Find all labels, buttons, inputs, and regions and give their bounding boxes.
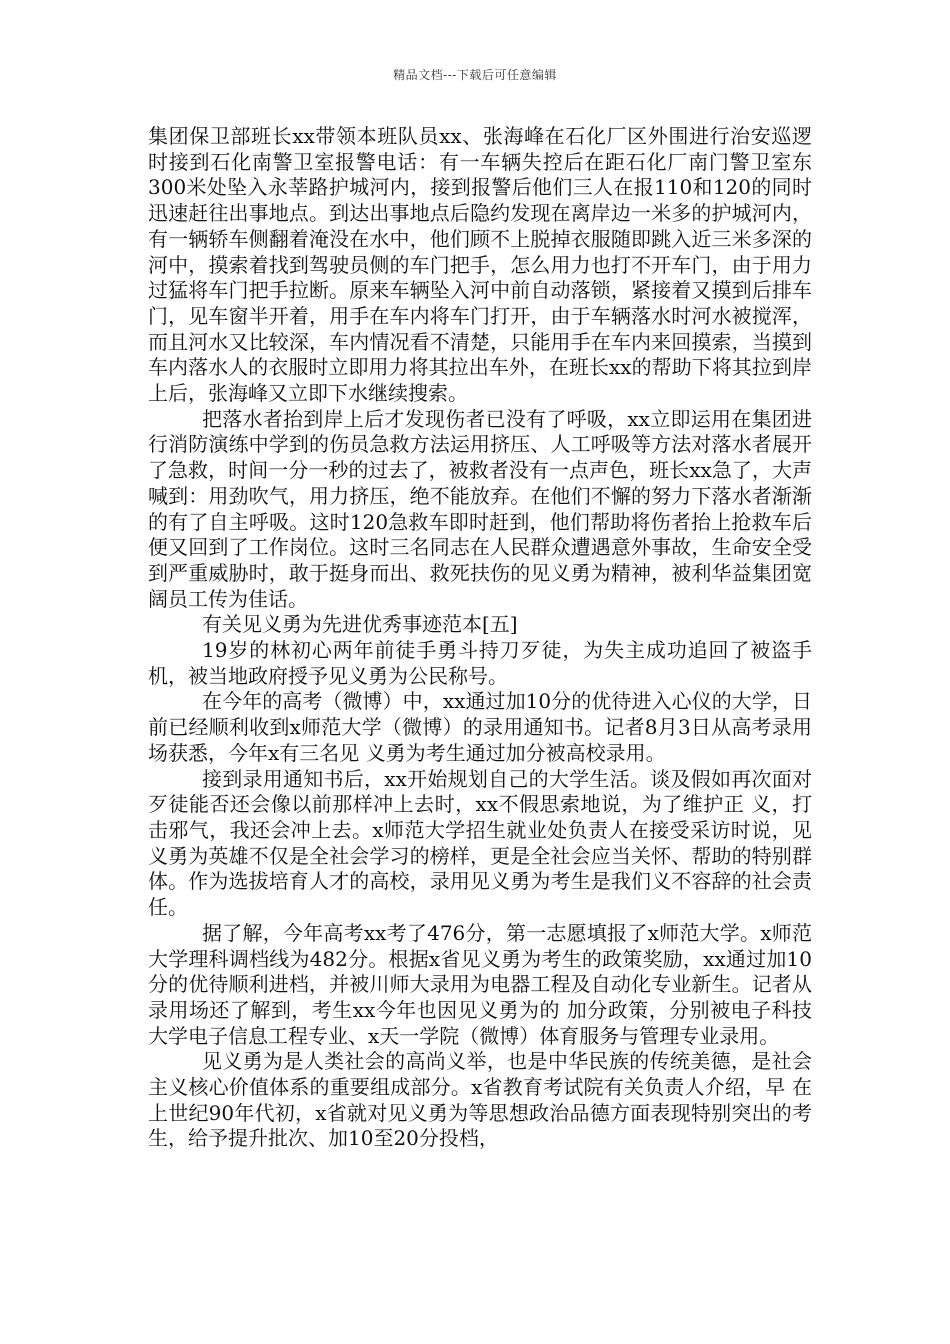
- paragraph-policy: 见义勇为是人类社会的高尚义举，也是中华民族的传统美德，是社会主义核心价值体系的重要组成部分。x省教育考试院有关负责人介绍，早 在上世纪90年代初，x省就对见义勇为等思想政治品德方面表现特别突出的考生，给予提升批次、加10至20分投档，: [148, 1049, 812, 1151]
- section-heading: 有关见义勇为先进优秀事迹范本[五]: [202, 612, 518, 637]
- paragraph-score: 据了解，今年高考xx考了476分，第一志愿填报了x师范大学。x师范大学理科调档线为482分。根据x省见义勇为考生的政策奖励，xx通过加10分的优待顺利进档，并被川师大录用为电器工程及自动化专业新生。记者从录用场还了解到，考生xx今年也因见义勇为的 加分政策，分别被电子科技大学电子信息工程专业、x天一学院（微博）体育服务与管理专业录用。: [148, 920, 812, 1048]
- page-header: 精品文档---下载后可任意编辑: [393, 68, 557, 82]
- paragraph-first-aid: 把落水者抬到岸上后才发现伤者已没有了呼吸，xx立即运用在集团进行消防演练中学到的伤员急救方法运用挤压、人工呼吸等方法对落水者展开了急救，时间一分一秒的过去了，被救者没有一点声色，班长xx急了，大声喊到：用劲吹气，用力挤压，绝不能放弃。在他们不懈的努力下落水者渐渐的有了自主呼吸。这时120急救车即时赶到，他们帮助将伤者抬上抢救车后便又回到了工作岗位。这时三名同志在人民群众遭遇意外事故，生命安全受到严重威胁时，敢于挺身而出、救死扶伤的见义勇为精神，被利华益集团宽阔员工传为佳话。: [148, 406, 812, 611]
- paragraph-admission: 在今年的高考（微博）中，xx通过加10分的优待进入心仪的大学，日前已经顺利收到x师范大学（微博）的录用通知书。记者8月3日从高考录用场获悉，今年x有三名见 义勇为考生通过加分被高校录用。: [148, 689, 812, 765]
- paragraph-notice: 接到录用通知书后，xx开始规划自己的大学生活。谈及假如再次面对歹徒能否还会像以前那样冲上去时，xx不假思索地说，为了维护正 义，打击邪气，我还会冲上去。x师范大学招生就业处负责人在接受采访时说，见义勇为英雄不仅是全社会学习的榜样，更是全社会应当关怀、帮助的特别群 体。作为选拔培育人才的高校，录用见义勇为考生是我们义不容辞的社会责任。: [148, 766, 812, 920]
- paragraph-lin-chuxin: 19岁的林初心两年前徒手勇斗持刀歹徒，为失主成功追回了被盗手机，被当地政府授予见义勇为公民称号。: [148, 638, 812, 688]
- document-body: [148, 124, 812, 1152]
- paragraph-rescue-account: 集团保卫部班长xx带领本班队员xx、张海峰在石化厂区外围进行治安巡逻时接到石化南警卫室报警电话：有一车辆失控后在距石化厂南门警卫室东300米处坠入永莘路护城河内，接到报警后他们三人在报110和120的同时迅速赶往出事地点。到达出事地点后隐约发现在离岸边一米多的护城河内，有一辆轿车侧翻着淹没在水中，他们顾不上脱掉衣服随即跳入近三米多深的河中，摸索着找到驾驶员侧的车门把手，怎么用力也打不开车门，由于用力过猛将车门把手拉断。原来车辆坠入河中前自动落锁，紧接着又摸到后排车门，见车窗半开着，用手在车内将车门打开，由于车辆落水时河水被搅浑，而且河水又比较深，车内情况看不清楚，只能用手在车内来回摸索，当摸到车内落水人的衣服时立即用力将其拉出车外，在班长xx的帮助下将其拉到岸上后，张海峰又立即下水继续搜索。: [148, 124, 812, 406]
